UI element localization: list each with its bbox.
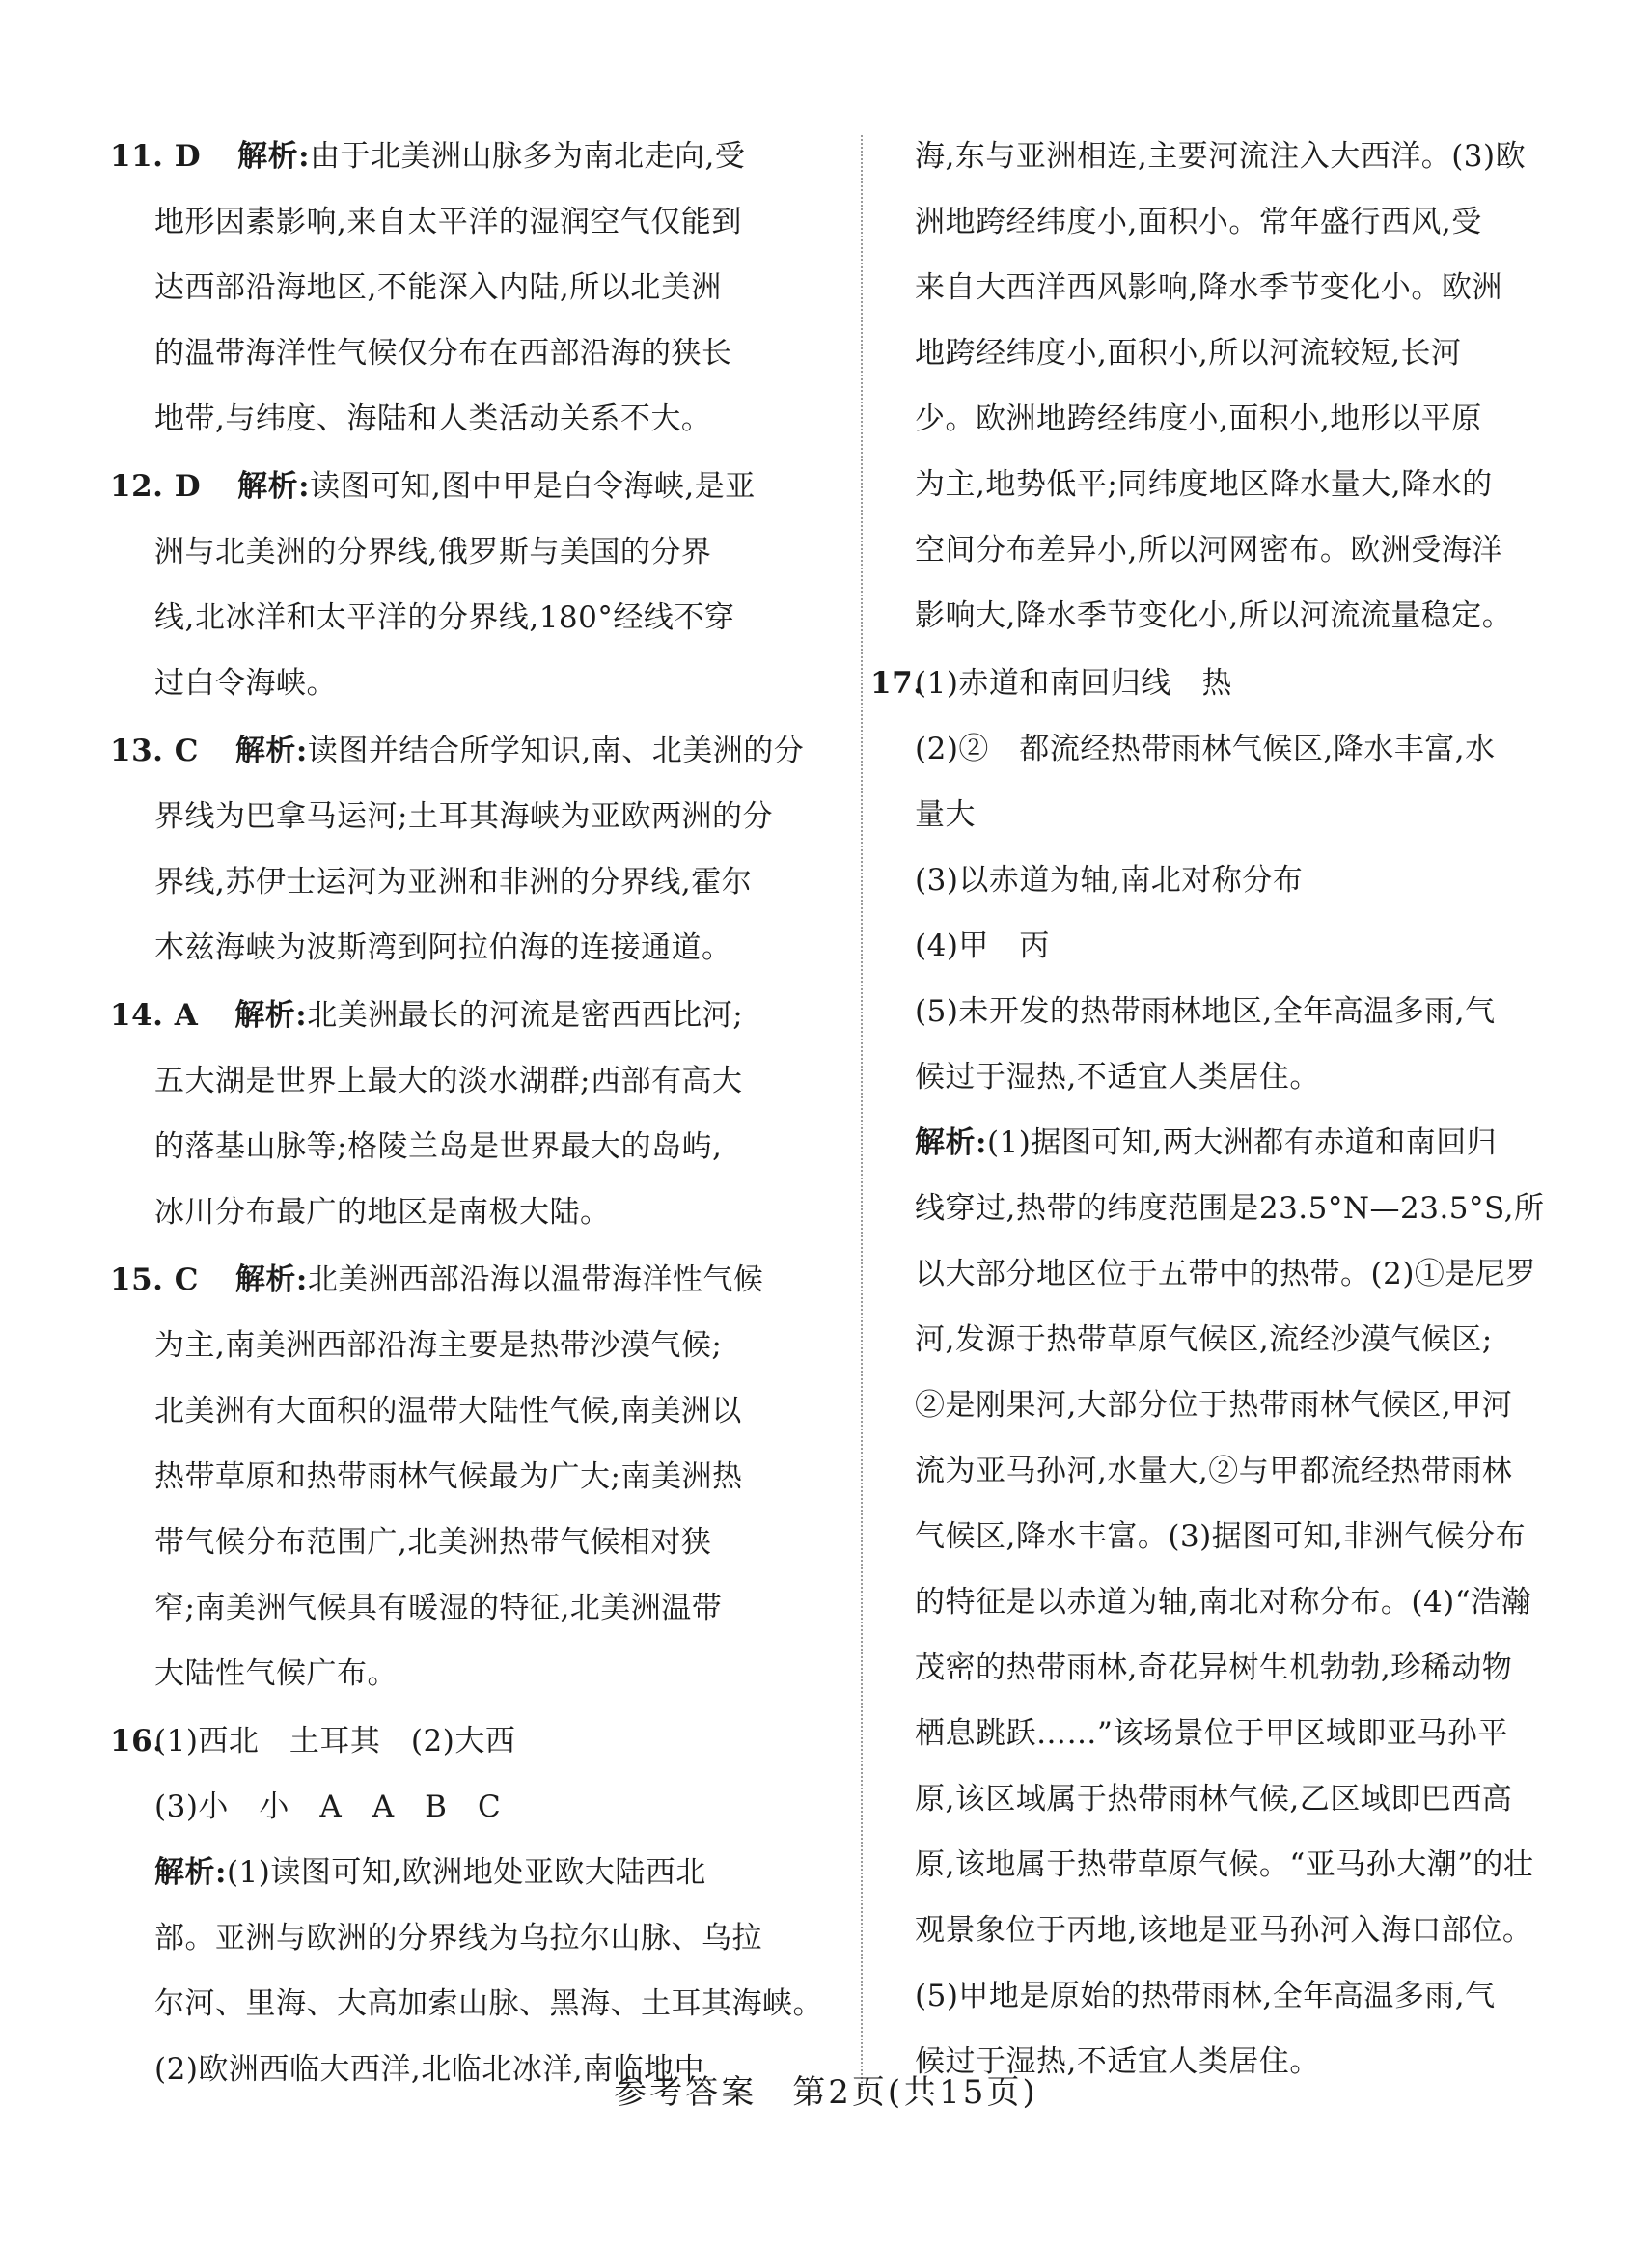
left-column: [110, 124, 823, 2104]
analysis-label: 解析:: [237, 139, 311, 174]
question-15: 15. C 解析:北美洲西部沿海以温带海洋性气候 为主,南美洲西部沿海主要是热带沙漠气候; 北美洲有大面积的温带大陆性气候,南美洲以 热带草原和热带雨林气候最为广大;南美洲热 带气候分布范围广,北美洲热带气候相对狭 窄;南美洲气候具有暖湿的特征,北美洲温带 大陆性气候广布。: [154, 1247, 811, 1706]
analysis-label: 解析:: [234, 1262, 308, 1297]
analysis-label: 解析:: [234, 734, 308, 768]
question-12: 12. D 解析:读图可知,图中甲是白令海峡,是亚 洲与北美洲的分界线,俄罗斯与美国的分界 线,北冰洋和太平洋的分界线,180°经线不穿 过白令海峡。: [154, 454, 811, 716]
answer-line: 量大: [915, 797, 976, 832]
answer-line: (1)赤道和南回归线 热: [915, 666, 1232, 701]
right-column: [870, 124, 1545, 2096]
answer-line: (5)未开发的热带雨林地区,全年高温多雨,气: [915, 994, 1496, 1029]
question-number: 14. A: [110, 998, 199, 1033]
question-16: 16.(1)西北 土耳其 (2)大西 (3)小 小 A A B C 解析:(1)读图可知,欧洲地处亚欧大陆西北 部。亚洲与欧洲的分界线为乌拉尔山脉、乌拉 尔河、里海、大高加索山脉、黑海、土耳其海峡。 (2)欧洲西临大西洋,北临北冰洋,南临地中: [154, 1708, 811, 2102]
question-number: 17.: [870, 666, 924, 701]
answer-line: (1)西北 土耳其 (2)大西: [154, 1724, 516, 1759]
question-number: 15. C: [110, 1262, 199, 1297]
answer-line: (3)小 小 A A B C: [154, 1789, 502, 1824]
answer-line: 候过于湿热,不适宜人类居住。: [915, 1060, 1320, 1095]
column-divider: [861, 135, 863, 2094]
question-13: 13. C 解析:读图并结合所学知识,南、北美洲的分 界线为巴拿马运河;土耳其海峡为亚欧两洲的分 界线,苏伊士运河为亚洲和非洲的分界线,霍尔 木兹海峡为波斯湾到阿拉伯海的连接通道。: [154, 718, 811, 981]
question-11: 11. D 解析:由于北美洲山脉多为南北走向,受 地形因素影响,来自太平洋的湿润空气仅能到 达西部沿海地区,不能深入内陆,所以北美洲 的温带海洋性气候仅分布在西部沿海的狭长 地带,与纬度、海陆和人类活动关系不大。: [154, 124, 811, 452]
analysis-label: 解析:: [154, 1855, 227, 1890]
question-16-continued: 海,东与亚洲相连,主要河流注入大西洋。(3)欧 洲地跨经纬度小,面积小。常年盛行西风,受 来自大西洋西风影响,降水季节变化小。欧洲 地跨经纬度小,面积小,所以河流较短,长河 少。欧洲地跨经纬度小,面积小,地形以平原 为主,地势低平;同纬度地区降水量大,降水的 空间分布差异小,所以河网密布。欧洲受海洋 影响大,降水季节变化小,所以河流流量稳定。: [915, 139, 1527, 633]
answer-line: (2)② 都流经热带雨林气候区,降水丰富,水: [915, 732, 1496, 766]
question-number: 13. C: [110, 734, 199, 768]
question-number: 12. D: [110, 469, 202, 504]
answer-line: (4)甲 丙: [915, 929, 1050, 963]
question-14: 14. A 解析:北美洲最长的河流是密西西比河; 五大湖是世界上最大的淡水湖群;西部有高大 的落基山脉等;格陵兰岛是世界最大的岛屿, 冰川分布最广的地区是南极大陆。: [154, 983, 811, 1245]
question-number: 16.: [110, 1724, 164, 1759]
question-17: 17.(1)赤道和南回归线 热 (2)② 都流经热带雨林气候区,降水丰富,水 量大 (3)以赤道为轴,南北对称分布 (4)甲 丙 (5)未开发的热带雨林地区,全年高温多雨,气 候过于湿热,不适宜人类居住。 解析:(1)据图可知,两大洲都有赤道和南回归 线穿过,热带的纬度范围是23.5°N—23.5°S,所 以大部分地区位于五带中的热带。(2)①是尼罗 河,发源于热带草原气候区,流经沙漠气候区; ②是刚果河,大部分位于热带雨林气候区,甲河 流为亚马孙河,水量大,②与甲都流经热带雨林 气候区,降水丰富。(3)据图可知,非洲气候分布 的特征是以赤道为轴,南北对称分布。(4)“浩瀚 茂密的热带雨林,奇花异树生机勃勃,珍稀动物 栖息跳跃……”该场景位于甲区域即亚马孙平 原,该区域属于热带雨林气候,乙区域即巴西高 原,该地属于热带草原气候。“亚马孙大潮”的壮 观景象位于丙地,该地是亚马孙河入海口部位。 (5)甲地是原始的热带雨林,全年高温多雨,气 候过于湿热,不适宜人类居住。: [915, 651, 1537, 2094]
analysis-label: 解析:: [915, 1125, 987, 1160]
answer-line: (3)以赤道为轴,南北对称分布: [915, 863, 1304, 898]
page-footer: 参考答案 第2页(共15页): [614, 2073, 1038, 2112]
question-number: 11. D: [110, 139, 202, 174]
analysis-label: 解析:: [237, 469, 311, 504]
analysis-label: 解析:: [234, 998, 308, 1033]
